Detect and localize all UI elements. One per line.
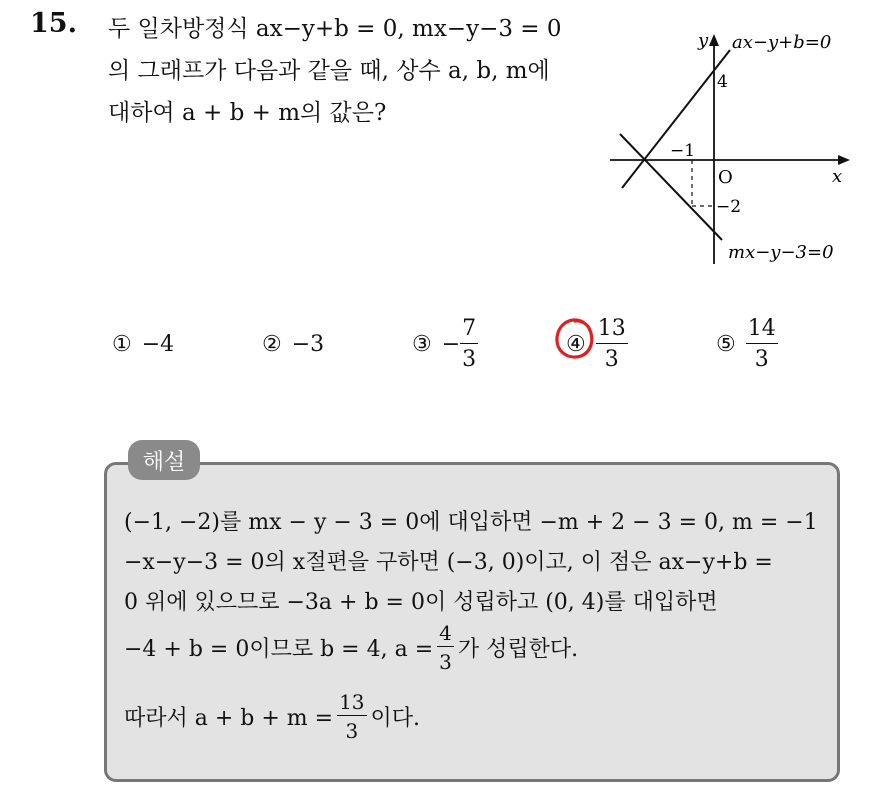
choice-mark: ①: [112, 332, 132, 357]
choice-3[interactable]: [412, 318, 478, 371]
fraction-numerator: 4: [439, 621, 452, 645]
choice-value: −3: [291, 332, 325, 357]
answer-choices: [0, 310, 884, 390]
solution-line-5-pre: 따라서 a + b + m =: [124, 706, 334, 731]
fraction-denominator: 3: [439, 650, 452, 674]
solution-badge: 해설: [128, 440, 200, 480]
fraction-numerator: 13: [339, 690, 365, 714]
x-axis-arrow: [838, 155, 850, 165]
tick-label-x-minus1: −1: [670, 141, 696, 161]
solution-line-4: [124, 623, 578, 672]
fraction-numerator: 14: [746, 318, 778, 344]
fraction-denominator: 3: [604, 347, 619, 372]
choice-1[interactable]: [112, 332, 174, 357]
question-text-line2: 의 그래프가 다음과 같을 때, 상수 a, b, m에: [108, 58, 550, 84]
tick-label-y4: 4: [717, 72, 728, 92]
choice-2[interactable]: [262, 332, 324, 357]
y-axis-label: y: [698, 30, 709, 51]
question-text-line1: 두 일차방정식 ax−y+b = 0, mx−y−3 = 0: [108, 16, 562, 42]
solution-line-2: −x−y−3 = 0의 x절편을 구하면 (−3, 0)이고, 이 점은 ax−y+b =: [124, 550, 773, 575]
question-number: 15.: [30, 8, 77, 39]
choice-mark: ④: [566, 332, 586, 357]
solution-line-4-post: 가 성립한다.: [457, 637, 579, 662]
choice-fraction: [596, 318, 628, 371]
choice-5[interactable]: [716, 318, 778, 371]
line-label-mx-y-3: mx−y−3=0: [728, 242, 834, 263]
fraction-numerator: 13: [596, 318, 628, 344]
y-axis-arrow: [709, 34, 719, 46]
choice-mark: ③: [412, 332, 432, 357]
choice-mark: ②: [262, 332, 282, 357]
fraction-denominator: 3: [462, 347, 477, 372]
origin-label: O: [718, 167, 733, 188]
solution-line-5: [124, 692, 420, 741]
solution-line-1: (−1, −2)를 mx − y − 3 = 0에 대입하면 −m + 2 − 3 = 0, m = −1: [124, 510, 818, 535]
question-text-line3: 대하여 a + b + m의 값은?: [108, 100, 387, 126]
fraction-denominator: 3: [345, 719, 359, 743]
choice-sign: −: [441, 332, 461, 357]
line-label-ax-y-b: ax−y+b=0: [732, 32, 832, 53]
solution-fraction-result: [337, 692, 366, 741]
choice-mark: ⑤: [716, 332, 736, 357]
solution-line-4-pre: −4 + b = 0이므로 b = 4, a =: [124, 637, 434, 662]
choice-fraction: [460, 318, 478, 371]
fraction-numerator: 7: [460, 318, 478, 344]
choice-fraction: [746, 318, 778, 371]
choice-value: −4: [141, 332, 175, 357]
tick-label-y-minus2: −2: [716, 197, 742, 217]
x-axis-label: x: [832, 166, 843, 187]
solution-line-3: 0 위에 있으므로 −3a + b = 0이 성립하고 (0, 4)를 대입하면: [124, 590, 718, 615]
solution-fraction-a: [437, 623, 454, 672]
coordinate-graph: [600, 28, 860, 268]
fraction-denominator: 3: [754, 347, 769, 372]
solution-line-5-post: 이다.: [370, 706, 421, 731]
answer-circle-mark: [553, 314, 597, 362]
